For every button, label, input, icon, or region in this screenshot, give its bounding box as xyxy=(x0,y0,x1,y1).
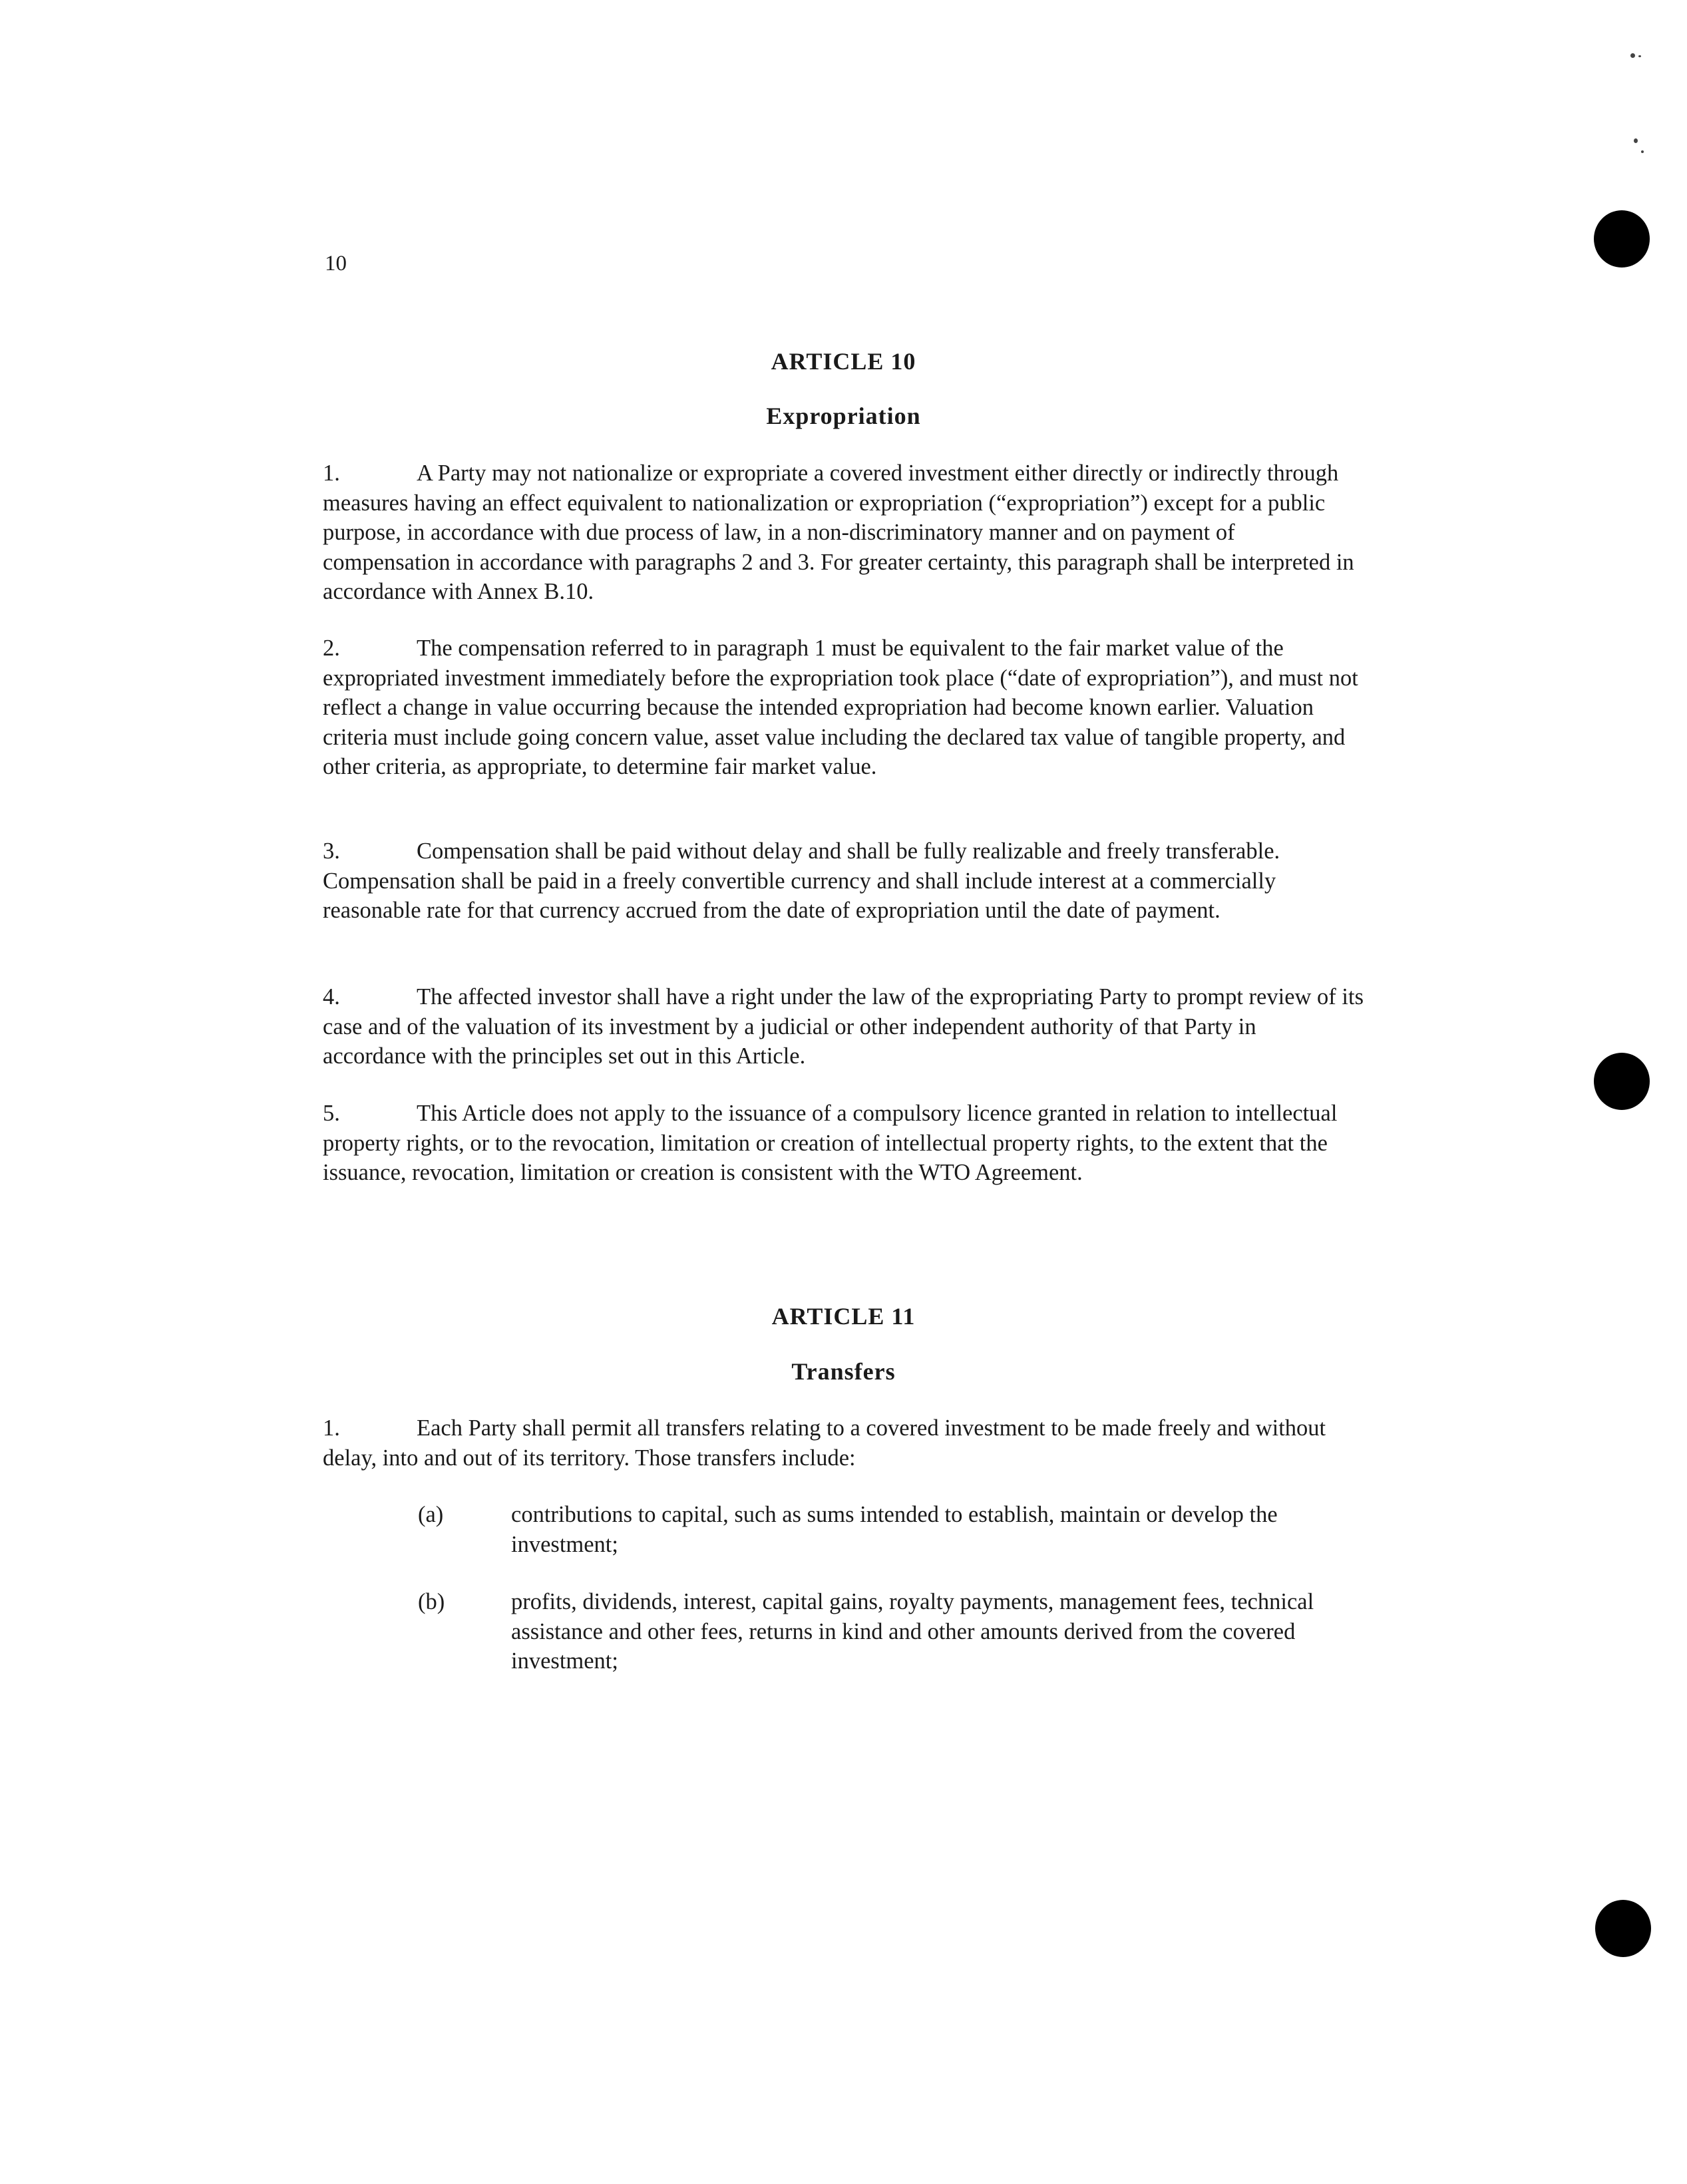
article-10-subheading: Expropriation xyxy=(766,403,921,429)
scan-speck xyxy=(1634,138,1638,143)
paragraph-text: Compensation shall be paid without delay and shall be fully realizable and freely transferable. Compensation shall be paid in a freely convertible currency and shall include interest at a commercially reasonable rate for that currency accrued from the date of expropriation until the date of payment. xyxy=(323,838,1280,923)
paragraph-number: 5. xyxy=(323,1101,340,1126)
punch-hole-top xyxy=(1594,210,1650,268)
scan-speck xyxy=(1630,53,1635,58)
paragraph-text: The compensation referred to in paragraph 1 must be equivalent to the fair market value of the expropriated investment immediately before the expropriation took place (“date of expropriation”), and must not reflect a change in value occurring because the intended expropriation had become known earlier. Valuation criteria must include going concern value, asset value including the declared tax value of tangible property, and other criteria, as appropriate, to determine fair market value. xyxy=(323,636,1358,779)
paragraph-text: The affected investor shall have a right under the law of the expropriating Party to prompt review of its case and of the valuation of its investment by a judicial or other independent authority of that Party in accordance with the principles set out in this Article. xyxy=(323,984,1364,1069)
paragraph-number: 4. xyxy=(323,984,340,1009)
paragraph-number: 2. xyxy=(323,636,340,661)
paragraph-text: Each Party shall permit all transfers relating to a covered investment to be made freely and without delay, into and out of its territory. Those transfers include: xyxy=(323,1415,1326,1471)
article-11-paragraph-1 xyxy=(323,1413,1364,1473)
item-text: contributions to capital, such as sums intended to establish, maintain or develop the investment; xyxy=(511,1502,1278,1557)
article-11-subheading: Transfers xyxy=(791,1358,896,1385)
paragraph-number: 1. xyxy=(323,1415,340,1441)
article-10-paragraph-4 xyxy=(323,982,1364,1071)
article-10-paragraph-5 xyxy=(323,1099,1364,1188)
paragraph-number: 3. xyxy=(323,838,340,864)
scan-speck xyxy=(1638,55,1641,57)
article-10-paragraph-1 xyxy=(323,458,1364,607)
article-10-paragraph-3 xyxy=(323,836,1364,926)
punch-hole-middle xyxy=(1594,1053,1650,1110)
article-10-heading: ARTICLE 10 xyxy=(771,348,916,375)
page-number: 10 xyxy=(325,252,347,275)
article-10-paragraph-2 xyxy=(323,634,1364,782)
item-text: profits, dividends, interest, capital gains, royalty payments, management fees, technical assistance and other fees, returns in kind and other amounts derived from the covered investment; xyxy=(511,1589,1314,1674)
punch-hole-bottom xyxy=(1595,1900,1651,1957)
scan-speck xyxy=(1641,150,1644,153)
paragraph-text: A Party may not nationalize or expropriate a covered investment either directly or indirectly through measures having an effect equivalent to nationalization or expropriation (“expropriation”) except for a public purpose, in accordance with due process of law, in a non-discriminatory manner and on payment of compensation in accordance with paragraphs 2 and 3. For greater certainty, this paragraph shall be interpreted in accordance with Annex B.10. xyxy=(323,460,1354,604)
paragraph-text: This Article does not apply to the issuance of a compulsory licence granted in relation to intellectual property rights, or to the revocation, limitation or creation of intellectual property rights, to the extent that the issuance, revocation, limitation or creation is consistent with the WTO Agreement. xyxy=(323,1101,1338,1185)
item-label: (b) xyxy=(418,1589,445,1614)
article-11-heading: ARTICLE 11 xyxy=(771,1303,916,1330)
item-label: (a) xyxy=(418,1502,444,1527)
paragraph-number: 1. xyxy=(323,460,340,486)
